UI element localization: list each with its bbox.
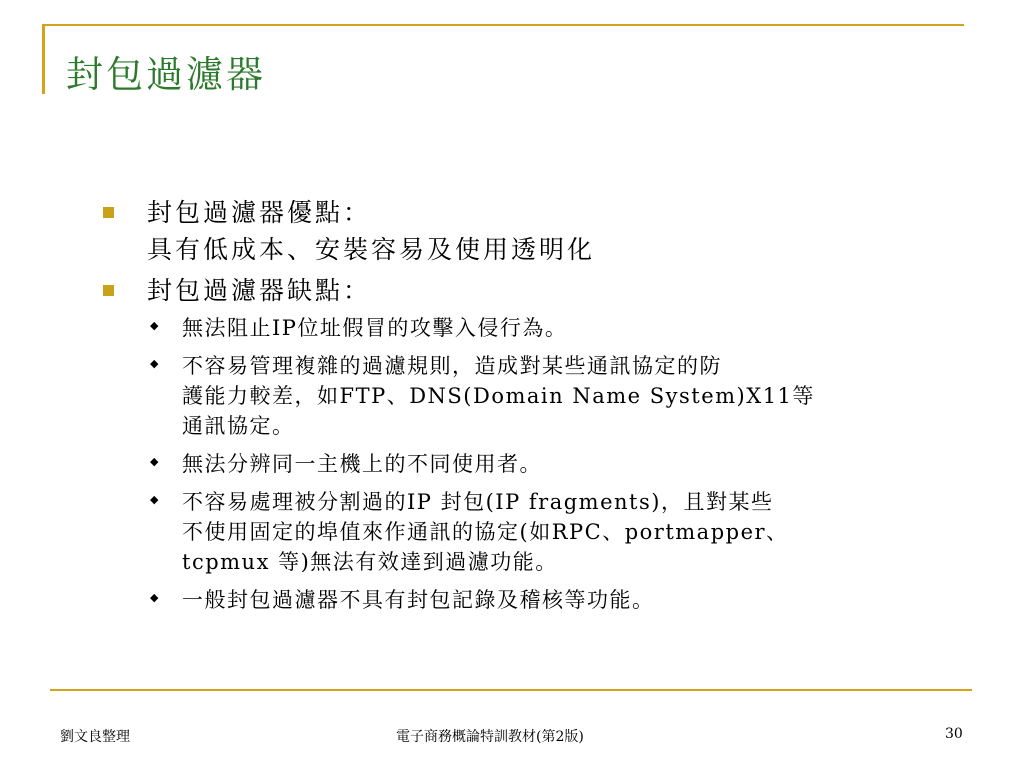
square-bullet-icon <box>103 285 114 296</box>
diamond-bullet-icon: ◆ <box>150 357 160 370</box>
sub-bullet-text: 通訊協定。 <box>182 414 295 438</box>
sub-bullet-item <box>100 351 980 441</box>
diamond-bullet-icon: ◆ <box>150 455 160 468</box>
footer-rule <box>50 689 972 691</box>
sub-bullet-text: 不容易處理被分割過的IP 封包(IP fragments)，且對某些 <box>182 490 774 514</box>
square-bullet-icon <box>103 207 114 218</box>
title-frame-top-rule <box>42 24 964 26</box>
sub-bullet-text: 無法分辨同一主機上的不同使用者。 <box>182 452 542 476</box>
diamond-bullet-icon: ◆ <box>150 319 160 332</box>
sub-bullet-item <box>100 449 980 479</box>
sub-bullet-item <box>100 585 980 615</box>
title-frame-left-rule <box>42 24 45 94</box>
footer-course-title: 電子商務概論特訓教材(第2版) <box>396 729 584 745</box>
diamond-bullet-icon: ◆ <box>150 591 160 604</box>
sub-bullet-text: tcpmux 等)無法有效達到過濾功能。 <box>182 550 558 574</box>
sub-bullet-text: 無法阻止IP位址假冒的攻擊入侵行為。 <box>182 316 568 340</box>
sub-bullet-text: 不使用固定的埠值來作通訊的協定(如RPC、portmapper、 <box>182 520 789 544</box>
sub-bullet-text: 不容易管理複雜的過濾規則，造成對某些通訊協定的防 <box>182 354 722 378</box>
sub-bullet-item <box>100 313 980 343</box>
page-number: 30 <box>945 726 963 742</box>
sub-bullet-text: 護能力較差，如FTP、DNS(Domain Name System)X11等 <box>182 384 815 408</box>
bullet-item-advantages <box>100 194 980 268</box>
bullet-text: 具有低成本、安裝容易及使用透明化 <box>147 235 596 264</box>
slide-body <box>100 194 980 623</box>
bullet-text: 封包過濾器缺點： <box>147 276 372 305</box>
sub-bullet-text: 一般封包過濾器不具有封包記錄及稽核等功能。 <box>182 588 655 612</box>
diamond-bullet-icon: ◆ <box>150 493 160 506</box>
bullet-item-disadvantages <box>100 272 980 309</box>
bullet-text: 封包過濾器優點： <box>147 198 372 227</box>
sub-bullet-item <box>100 487 980 577</box>
footer-author: 劉文良整理 <box>60 729 130 745</box>
slide-title: 封包過濾器 <box>66 53 266 96</box>
